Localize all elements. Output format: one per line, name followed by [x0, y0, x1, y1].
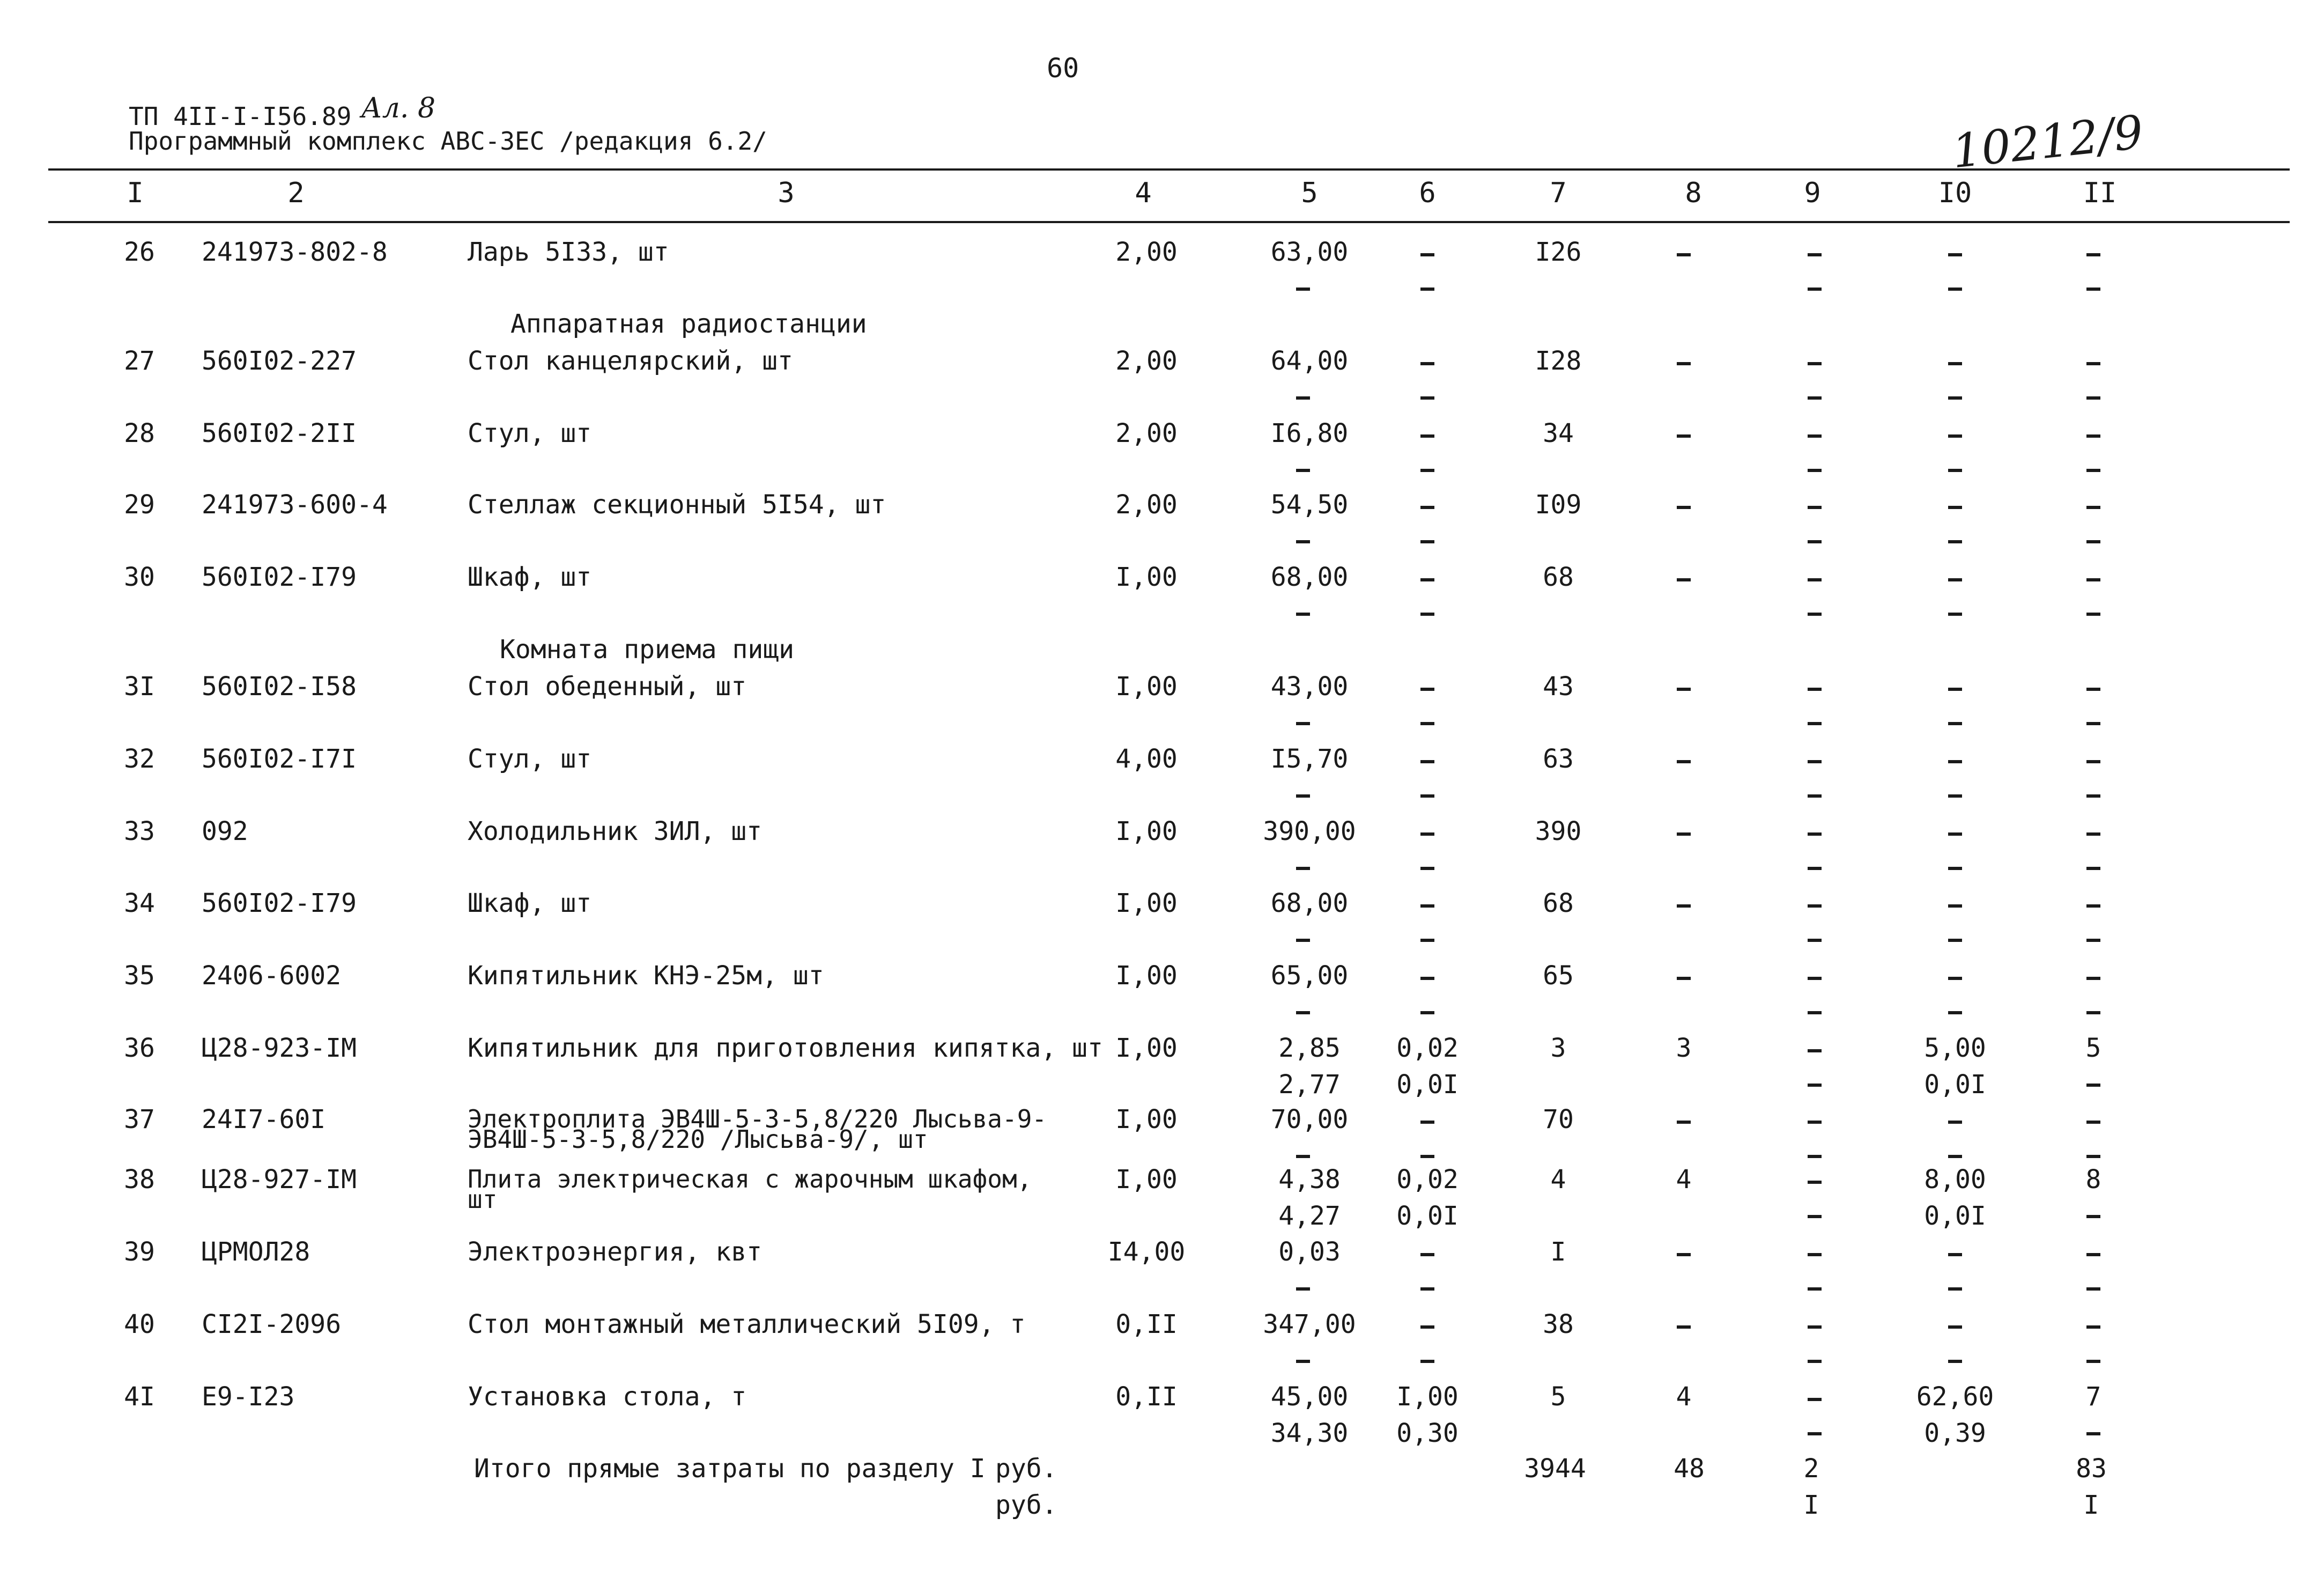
row-col11-dash-b [2086, 469, 2100, 472]
row-col10-dash-b [1948, 540, 1962, 543]
row-col11-dash-b [2086, 939, 2100, 942]
col-head-5: 5 [1301, 177, 1318, 209]
row-col5-dash [1296, 540, 1310, 543]
row-code: СI2I-2096 [202, 1309, 342, 1339]
row-col5: 45,00 [1270, 1382, 1349, 1412]
row-col6-dash-b [1420, 1287, 1434, 1291]
row-col9-dash-b [1808, 939, 1822, 942]
row-col5-dash [1296, 1155, 1310, 1158]
row-col10-dash [1948, 434, 1962, 438]
row-col10-dash-b [1948, 1287, 1962, 1291]
row-col5-dash [1296, 1360, 1310, 1363]
row-col11-dash [2086, 506, 2100, 509]
row-col5: 43,00 [1270, 672, 1349, 702]
row-col10-dash-b [1948, 794, 1962, 798]
header-top-rule [48, 168, 2290, 171]
row-col5-dash [1296, 867, 1310, 870]
row-col5: 68,00 [1270, 888, 1349, 918]
total-col7: 3944 [1524, 1454, 1586, 1484]
row-col10-dash-b [1948, 1360, 1962, 1363]
row-col11-dash [2086, 1253, 2100, 1256]
row-col10-dash [1948, 760, 1962, 763]
row-qty: 2,00 [1115, 237, 1178, 267]
row-col11-dash-b [2086, 1360, 2100, 1363]
row-col8-dash [1677, 506, 1691, 509]
row-col5-b: 2,77 [1278, 1070, 1341, 1100]
row-code: Ц28-923-IМ [202, 1033, 357, 1063]
row-col7: I26 [1535, 237, 1582, 267]
row-col6: 0,02 [1396, 1165, 1459, 1195]
col-head-10: I0 [1938, 177, 1972, 209]
row-col6-dash-b [1420, 1360, 1434, 1363]
row-qty: 2,00 [1115, 490, 1178, 520]
row-name: Электроэнергия, квт [468, 1237, 763, 1267]
row-col5: 4,38 [1278, 1165, 1341, 1195]
col-head-1: I [127, 177, 144, 209]
row-col8: 4 [1676, 1165, 1692, 1195]
row-col9-dash-b [1808, 1287, 1822, 1291]
row-number: 38 [124, 1165, 155, 1195]
row-col8-dash [1677, 977, 1691, 980]
row-col10: 8,00 [1924, 1165, 1986, 1195]
row-col8-dash [1677, 253, 1691, 256]
row-col10-dash [1948, 977, 1962, 980]
row-col6-dash [1420, 362, 1434, 365]
row-col10-b: 0,39 [1924, 1418, 1986, 1448]
row-qty: I,00 [1115, 562, 1178, 592]
row-col11-dash [2086, 760, 2100, 763]
row-number: 37 [124, 1104, 155, 1134]
row-code: Е9-I23 [202, 1382, 295, 1412]
row-code: 560I02-I79 [202, 562, 357, 592]
row-col10-dash-b [1948, 1011, 1962, 1014]
row-col9-dash-b [1808, 1084, 1822, 1087]
row-col10-dash-b [1948, 1155, 1962, 1158]
row-col6: 0,02 [1396, 1033, 1459, 1063]
row-col11-dash [2086, 434, 2100, 438]
handwritten-number: 10212/9 [1949, 105, 2146, 179]
row-number: 30 [124, 562, 155, 592]
row-col6-dash-b [1420, 613, 1434, 616]
row-col10-b: 0,0I [1924, 1201, 1986, 1231]
row-col5-dash [1296, 1287, 1310, 1291]
row-name: Шкаф, шт [468, 888, 592, 918]
row-col11-dash [2086, 688, 2100, 691]
row-qty: I,00 [1115, 672, 1178, 702]
row-name: Стол монтажный металлический 5I09, т [468, 1309, 1026, 1339]
row-code: 2406-6002 [202, 961, 342, 991]
row-col11-dash-b [2086, 288, 2100, 291]
total-col11: 83 [2076, 1454, 2107, 1484]
col-head-4: 4 [1135, 177, 1152, 209]
row-col11-dash [2086, 977, 2100, 980]
row-col10-dash-b [1948, 469, 1962, 472]
program-title: Программный комплекс АВС-ЗЕС /редакция 6.2/ [129, 127, 767, 156]
row-col10-dash [1948, 1253, 1962, 1256]
row-col6-b: 0,30 [1396, 1418, 1459, 1448]
row-col11-dash-b [2086, 1084, 2100, 1087]
row-name-2: шт [468, 1185, 498, 1214]
row-col8-dash [1677, 578, 1691, 581]
row-col11-dash [2086, 832, 2100, 836]
row-number: 32 [124, 744, 155, 774]
row-number: 27 [124, 346, 155, 376]
row-col10: 5,00 [1924, 1033, 1986, 1063]
row-col9-dash [1808, 1181, 1822, 1184]
row-number: 3I [124, 672, 155, 702]
row-col10-dash-b [1948, 939, 1962, 942]
section-label-radio: Аппаратная радиостанции [510, 309, 867, 339]
row-col5-dash [1296, 794, 1310, 798]
row-code: 560I02-227 [202, 346, 357, 376]
row-col6-dash-b [1420, 1011, 1434, 1014]
row-col9-dash-b [1808, 794, 1822, 798]
row-col9-dash-b [1808, 1432, 1822, 1435]
row-qty: I,00 [1115, 1033, 1178, 1063]
row-col7: 390 [1535, 816, 1582, 846]
row-col8-dash [1677, 1325, 1691, 1329]
row-col8-dash [1677, 832, 1691, 836]
row-col10-dash [1948, 1121, 1962, 1124]
row-number: 33 [124, 816, 155, 846]
row-col5: 64,00 [1270, 346, 1349, 376]
col-head-2: 2 [287, 177, 305, 209]
col-head-7: 7 [1550, 177, 1567, 209]
row-col5-dash [1296, 469, 1310, 472]
col-head-3: 3 [778, 177, 795, 209]
row-col6-dash [1420, 578, 1434, 581]
total-col11-b: I [2083, 1490, 2099, 1520]
row-number: 26 [124, 237, 155, 267]
row-col5: 347,00 [1263, 1309, 1356, 1339]
total-col8: 48 [1674, 1454, 1705, 1484]
row-col9-dash-b [1808, 1360, 1822, 1363]
row-col6-dash [1420, 832, 1434, 836]
row-col6-dash-b [1420, 1155, 1434, 1158]
row-col11-dash-b [2086, 1215, 2100, 1218]
row-col8-dash [1677, 362, 1691, 365]
row-code: 560I02-I58 [202, 672, 357, 702]
row-col7: 3 [1550, 1033, 1566, 1063]
row-number: 40 [124, 1309, 155, 1339]
row-col6-b: 0,0I [1396, 1201, 1459, 1231]
row-name: Установка стола, т [468, 1382, 747, 1412]
row-col9-dash-b [1808, 613, 1822, 616]
row-number: 35 [124, 961, 155, 991]
row-col9-dash-b [1808, 867, 1822, 870]
row-col5-dash [1296, 613, 1310, 616]
row-code: 241973-600-4 [202, 490, 388, 520]
row-code: 24I7-60I [202, 1104, 326, 1134]
row-code: ЦРМОЛ28 [202, 1237, 310, 1267]
row-col5-dash [1296, 396, 1310, 400]
row-col10-b: 0,0I [1924, 1070, 1986, 1100]
total-col9: 2 [1803, 1454, 1819, 1484]
row-col10-dash-b [1948, 396, 1962, 400]
row-name: Плита электрическая с жарочным шкафом, [468, 1165, 1032, 1193]
row-col7: 43 [1543, 672, 1574, 702]
row-col5: 70,00 [1270, 1104, 1349, 1134]
row-col11-dash-b [2086, 794, 2100, 798]
row-col5-b: 34,30 [1270, 1418, 1349, 1448]
row-col10-dash-b [1948, 288, 1962, 291]
row-col5-b: 4,27 [1278, 1201, 1341, 1231]
row-col8-dash [1677, 434, 1691, 438]
row-col9-dash [1808, 1325, 1822, 1329]
row-col6-dash-b [1420, 469, 1434, 472]
col-head-11: II [2083, 177, 2117, 209]
row-col9-dash [1808, 1121, 1822, 1124]
row-col9-dash [1808, 434, 1822, 438]
row-col6-dash [1420, 434, 1434, 438]
row-col5-dash [1296, 288, 1310, 291]
row-col10-dash-b [1948, 722, 1962, 725]
row-col9-dash [1808, 1253, 1822, 1256]
row-col9-dash-b [1808, 1011, 1822, 1014]
row-col5: 63,00 [1270, 237, 1349, 267]
total-col9-b: I [1803, 1490, 1819, 1520]
row-qty: I,00 [1115, 961, 1178, 991]
row-col7: 70 [1543, 1104, 1574, 1134]
row-col11-dash-b [2086, 396, 2100, 400]
row-col11-dash-b [2086, 722, 2100, 725]
row-number: 34 [124, 888, 155, 918]
row-col6-dash-b [1420, 288, 1434, 291]
row-col10-dash [1948, 253, 1962, 256]
row-name: Стеллаж секционный 5I54, шт [468, 490, 886, 520]
row-col7: 38 [1543, 1309, 1574, 1339]
row-name: Ларь 5I33, шт [468, 237, 669, 267]
row-col5-dash [1296, 1011, 1310, 1014]
row-col5: 65,00 [1270, 961, 1349, 991]
row-number: 39 [124, 1237, 155, 1267]
row-col11: 7 [2085, 1382, 2101, 1412]
row-col8-dash [1677, 904, 1691, 908]
row-qty: 0,II [1115, 1309, 1178, 1339]
row-col11-dash-b [2086, 540, 2100, 543]
row-col5-dash [1296, 939, 1310, 942]
row-col9-dash-b [1808, 540, 1822, 543]
row-code: 241973-802-8 [202, 237, 388, 267]
row-col6-dash [1420, 977, 1434, 980]
row-name: Стол обеденный, шт [468, 672, 747, 702]
row-col9-dash [1808, 832, 1822, 836]
hand-note: Ал. 8 [361, 92, 436, 124]
row-col11-dash-b [2086, 1432, 2100, 1435]
row-col5: I6,80 [1270, 418, 1349, 448]
row-col9-dash [1808, 253, 1822, 256]
row-name-2: ЭВ4Ш-5-3-5,8/220 /Лысьва-9/, шт [468, 1125, 928, 1154]
total-label: Итого прямые затраты по разделу I [474, 1454, 986, 1484]
row-col11: 5 [2085, 1033, 2101, 1063]
row-col9-dash [1808, 904, 1822, 908]
row-col9-dash-b [1808, 1215, 1822, 1218]
row-col7: 4 [1550, 1165, 1566, 1195]
row-col10-dash [1948, 1325, 1962, 1329]
row-col9-dash-b [1808, 396, 1822, 400]
row-code: Ц28-927-IМ [202, 1165, 357, 1195]
row-qty: I,00 [1115, 888, 1178, 918]
row-col9-dash [1808, 688, 1822, 691]
row-col10-dash-b [1948, 867, 1962, 870]
row-col5: 2,85 [1278, 1033, 1341, 1063]
row-col10: 62,60 [1916, 1382, 1994, 1412]
col-head-6: 6 [1419, 177, 1436, 209]
row-col5-dash [1296, 722, 1310, 725]
row-col8: 3 [1676, 1033, 1692, 1063]
row-col9-dash [1808, 362, 1822, 365]
row-col11-dash-b [2086, 867, 2100, 870]
row-col8-dash [1677, 1121, 1691, 1124]
row-col11-dash [2086, 904, 2100, 908]
row-name: Кипятильник для приготовления кипятка, шт [468, 1033, 1103, 1063]
row-col9-dash-b [1808, 469, 1822, 472]
row-col10-dash [1948, 578, 1962, 581]
row-col6-b: 0,0I [1396, 1070, 1459, 1100]
row-number: 4I [124, 1382, 155, 1412]
row-col9-dash-b [1808, 1155, 1822, 1158]
row-col10-dash [1948, 362, 1962, 365]
doc-code [129, 92, 436, 131]
row-col6: I,00 [1396, 1382, 1459, 1412]
row-col6-dash [1420, 506, 1434, 509]
row-col8-dash [1677, 760, 1691, 763]
row-col7: 63 [1543, 744, 1574, 774]
row-col9-dash [1808, 578, 1822, 581]
row-qty: 2,00 [1115, 346, 1178, 376]
row-col9-dash [1808, 506, 1822, 509]
row-col9-dash [1808, 1398, 1822, 1401]
row-col7: I28 [1535, 346, 1582, 376]
row-col11-dash-b [2086, 1155, 2100, 1158]
page-number: 60 [1047, 53, 1079, 84]
col-head-8: 8 [1685, 177, 1702, 209]
total-unit-2: руб. [995, 1490, 1057, 1520]
row-col11-dash-b [2086, 1287, 2100, 1291]
row-col10-dash [1948, 506, 1962, 509]
row-col6-dash [1420, 760, 1434, 763]
row-col9-dash-b [1808, 722, 1822, 725]
row-number: 36 [124, 1033, 155, 1063]
row-col9-dash [1808, 977, 1822, 980]
row-qty: I4,00 [1107, 1237, 1186, 1267]
row-col11-dash-b [2086, 613, 2100, 616]
row-col6-dash-b [1420, 794, 1434, 798]
row-col6-dash [1420, 904, 1434, 908]
row-col11: 8 [2085, 1165, 2101, 1195]
row-col10-dash-b [1948, 613, 1962, 616]
row-name: Кипятильник КНЭ-25м, шт [468, 961, 824, 991]
row-col7: I [1550, 1237, 1566, 1267]
row-col5: 54,50 [1270, 490, 1349, 520]
row-col9-dash [1808, 760, 1822, 763]
header-bottom-rule [48, 221, 2290, 223]
row-qty: I,00 [1115, 816, 1178, 846]
row-code: 092 [202, 816, 248, 846]
row-name: Холодильник ЗИЛ, шт [468, 816, 763, 846]
row-number: 29 [124, 490, 155, 520]
row-col6-dash [1420, 253, 1434, 256]
row-col5: I5,70 [1270, 744, 1349, 774]
row-col10-dash [1948, 832, 1962, 836]
row-qty: I,00 [1115, 1165, 1178, 1195]
row-col11-dash [2086, 578, 2100, 581]
row-col7: I09 [1535, 490, 1582, 520]
row-qty: 2,00 [1115, 418, 1178, 448]
row-col8: 4 [1676, 1382, 1692, 1412]
row-col6-dash [1420, 688, 1434, 691]
row-name: Стул, шт [468, 744, 592, 774]
row-name: Стул, шт [468, 418, 592, 448]
row-col9-dash [1808, 1049, 1822, 1052]
row-col11-dash [2086, 1121, 2100, 1124]
row-name: Стол канцелярский, шт [468, 346, 793, 376]
row-col6-dash-b [1420, 939, 1434, 942]
row-col5: 390,00 [1263, 816, 1356, 846]
row-col6-dash [1420, 1325, 1434, 1329]
row-col11-dash-b [2086, 1011, 2100, 1014]
row-qty: I,00 [1115, 1104, 1178, 1134]
row-qty: 4,00 [1115, 744, 1178, 774]
row-col6-dash-b [1420, 867, 1434, 870]
row-qty: 0,II [1115, 1382, 1178, 1412]
row-col6-dash-b [1420, 540, 1434, 543]
row-code: 560I02-2II [202, 418, 357, 448]
row-col5: 0,03 [1278, 1237, 1341, 1267]
row-col7: 34 [1543, 418, 1574, 448]
row-col8-dash [1677, 1253, 1691, 1256]
row-col7: 5 [1550, 1382, 1566, 1412]
row-col11-dash [2086, 1325, 2100, 1329]
row-col10-dash [1948, 688, 1962, 691]
row-col7: 65 [1543, 961, 1574, 991]
row-code: 560I02-I79 [202, 888, 357, 918]
row-col5: 68,00 [1270, 562, 1349, 592]
row-col6-dash-b [1420, 396, 1434, 400]
row-name: Шкаф, шт [468, 562, 592, 592]
doc-code-text: ТП 4II-I-I56.89 [129, 102, 352, 131]
section-label-food: Комната приема пищи [500, 635, 795, 665]
row-col6-dash [1420, 1253, 1434, 1256]
total-unit: руб. [995, 1454, 1057, 1484]
row-col8-dash [1677, 688, 1691, 691]
row-code: 560I02-I7I [202, 744, 357, 774]
row-col6-dash [1420, 1121, 1434, 1124]
row-col9-dash-b [1808, 288, 1822, 291]
row-col11-dash [2086, 362, 2100, 365]
row-name: Электроплита ЭВ4Ш-5-3-5,8/220 Лысьва-9- [468, 1104, 1047, 1133]
col-head-9: 9 [1804, 177, 1821, 209]
row-number: 28 [124, 418, 155, 448]
row-col6-dash-b [1420, 722, 1434, 725]
row-col7: 68 [1543, 888, 1574, 918]
row-col11-dash [2086, 253, 2100, 256]
row-col10-dash [1948, 904, 1962, 908]
row-col7: 68 [1543, 562, 1574, 592]
